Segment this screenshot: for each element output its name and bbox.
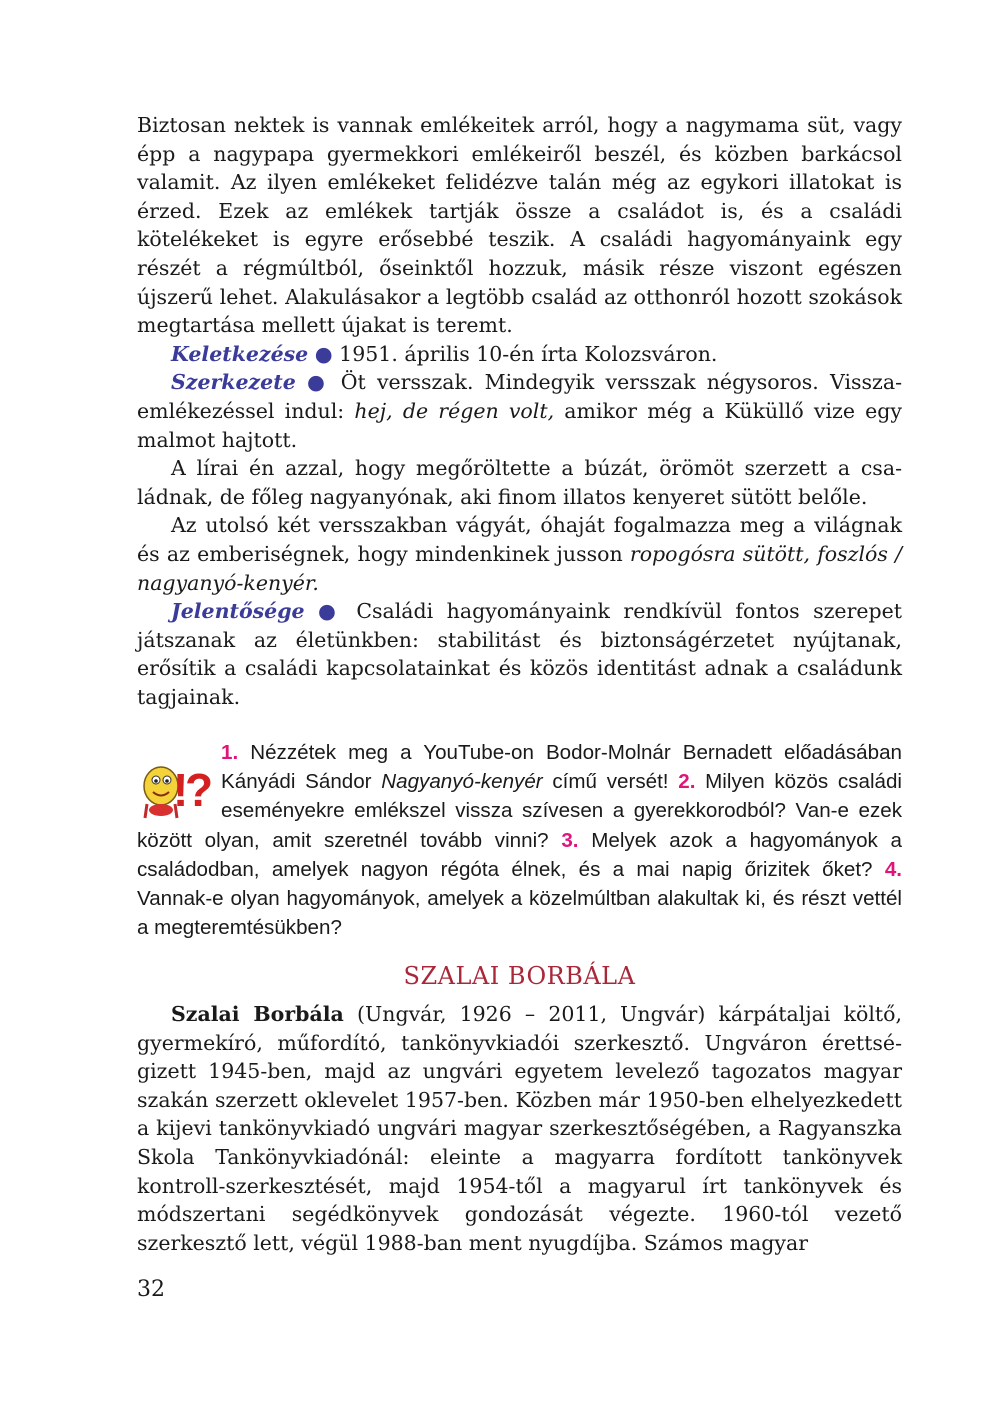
svg-text:?: ? — [185, 764, 213, 816]
task-1-title: Nagyanyó-kenyér — [381, 770, 543, 794]
task-3-text: Melyek azok a hagyományok a családodban, amelyek nagyon régóta élnek, és a mai napig őrizitek őket? — [137, 828, 902, 881]
section-heading: SZALAI BORBÁLA — [403, 962, 636, 990]
task-1-text-a: Nézzétek meg a YouTube-on Bodor-Molnár Bernadett előadásában Kányádi Sándor — [221, 741, 902, 794]
bullet-icon: ● — [318, 599, 343, 624]
structure-quote: hej, de régen volt, — [354, 398, 555, 423]
task-number-2: 2. — [678, 770, 696, 794]
bio-name: Szalai Borbála — [171, 1002, 344, 1026]
meaning-text: Családi hagyományaink rendkívül fontos szerepet játszanak az életünkben: stabilitást és biztonságérzetet nyújtanak, erősítik a családi kapcsolatainkat és közös identitást adnak a családunk tagjainak. — [137, 599, 902, 709]
task-number-1: 1. — [221, 741, 239, 764]
task-1-text-b: című versét! — [542, 770, 679, 794]
bio-section — [137, 1000, 902, 1257]
bullet-icon: ● — [306, 370, 330, 395]
structure-text-2: amikor még a Küküllő vize egy malmot hajtott. — [137, 398, 902, 452]
page-number: 32 — [137, 1277, 165, 1302]
question-exclamation-icon — [137, 744, 213, 824]
bio-text: (Ungvár, 1926 – 2011, Ungvár) kárpátaljai költő, gyermekíró, műfordító, tankönyvkiadói szerkesztő. Ungváron érettségizett 1945-ben, majd az ungvári egyetem levelező tagozatos magyar szakán szerzett oklevelet 1957-ben. Közben már 1950-ben elhelyezkedett a kijevi tankönyvkiadó ungvári magyar szerkesztőségében, a Ragyanszka Skola Tankönyvkiadónál: eleinte a magyarra fordított tankönyvek kontroll-szerkesztését, majd 1954-től a magyarul írt tankönyvek és módszertani segédkönyvek gondozását végezte. 1960-tól vezető szerkesztő lett, végül 1988-ban ment nyugdíjba. Számos magyar — [137, 1002, 902, 1255]
origin-paragraph — [137, 340, 902, 369]
wish-text: Az utolsó két versszakban vágyát, óhaját fogalmazza meg a világnak és az emberiségnek, hogy mindenkinek jusson — [137, 513, 902, 566]
task-number-3: 3. — [561, 828, 579, 852]
wish-paragraph — [137, 511, 902, 597]
bullet-icon: ● — [314, 341, 333, 366]
intro-paragraph: Biztosan nektek is vannak emlékeitek arról, hogy a nagymama süt, vagy épp a nagypapa gyermekkori emlékeiről beszél, és közben barkácsol valamit. Az ilyen emlékeket felidézve talán még az egykori illatokat is érzed. Ezek az emlékek tartják össze a családot is, és a családi kötelékeket is egyre erősebbé teszik. A családi hagyományaink egy részét a régmúltból, őseinktől hozzuk, másik része viszont egészen újszerű lehet. Alakulásakor a legtöbb család az otthonról hozott szokások megtartása mellett újakat is teremt. — [137, 113, 902, 338]
structure-paragraph — [137, 368, 902, 454]
svg-text:!: ! — [173, 764, 189, 816]
origin-text: 1951. április 10-én írta Kolozsváron. — [332, 341, 718, 366]
main-text — [137, 111, 902, 711]
bio-paragraph — [137, 1000, 902, 1257]
structure-text-1: Öt versszak. Mindegyik versszak négysoros. Visszaemlékezéssel indul: — [137, 370, 903, 423]
task-4-text: Vannak-e olyan hagyományok, amelyek a közelmúltban alakultak ki, és részt vettél a megteremtésükben? — [137, 887, 902, 940]
wish-quote: ropogósra sütött, foszlós / nagyanyó-kenyér. — [137, 541, 902, 595]
task-box — [137, 738, 902, 942]
task-2-text: Milyen közös családi eseményekre emlékszel vissza szívesen a gyerekkorodból? Van-e ezek között olyan, amit szeretnél tovább vinni? — [137, 770, 902, 852]
origin-label: Keletkezése — [171, 341, 309, 366]
task-number-4: 4. — [884, 857, 902, 881]
meaning-label: Jelentősége — [171, 599, 305, 624]
structure-label: Szerkezete — [171, 370, 296, 395]
lyric-paragraph: A lírai én azzal, hogy megőröltette a búzát, örömöt szerzett a családnak, de főleg nagyanyónak, aki finom illatos kenyeret sütött belőle. — [137, 456, 902, 509]
meaning-paragraph — [137, 597, 902, 711]
